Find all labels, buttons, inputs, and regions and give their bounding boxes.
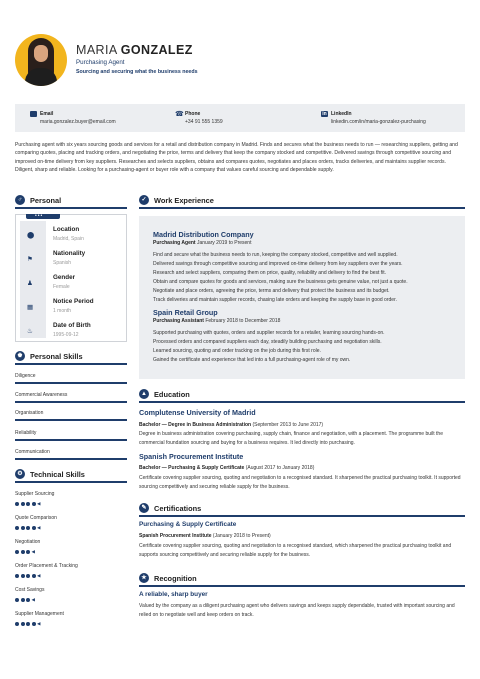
profile-photo — [15, 34, 67, 86]
rating-dot — [15, 574, 19, 578]
personal-skills-heading: ♚ Personal Skills — [15, 351, 83, 361]
skill-bar — [15, 458, 127, 460]
contact-bar — [15, 104, 465, 132]
personal-skills-divider — [15, 363, 127, 365]
personal-row: ♨ Date of Birth 1995-09-12 — [27, 322, 91, 338]
technical-skill-name: Supplier Management — [15, 611, 64, 617]
phone-link[interactable]: +34 91 555 1359 — [185, 119, 223, 125]
phone-icon: ☎ — [175, 111, 184, 118]
education-description: Certificate covering supplier sourcing, quoting and negotiation to a recognised standard. It sharpened the practical purchasing toolkit. It supported sourcing competitively and securing reliable supply for the business. — [139, 475, 461, 490]
rating-dot — [15, 526, 19, 530]
skill-bar — [15, 439, 127, 441]
rating-dot — [26, 550, 30, 554]
personal-row: ⚑ Nationality Spanish — [27, 250, 86, 266]
degree-line: Bachelor — Purchasing & Supply Certificate (August 2017 to January 2018) — [139, 465, 315, 471]
candidate-name: MARIA GONZALEZ — [76, 43, 193, 57]
job-bullet: Research and select suppliers, comparing them on price, quality, reliability and delivery to find the best fit. — [153, 270, 387, 276]
gear-icon: ⚙ — [15, 469, 25, 479]
skill-item: Organisation — [15, 410, 44, 416]
rating-dot — [15, 622, 19, 626]
job-bullet: Obtain and compare quotes for goods and services, making sure the business gets genuine value, not just a quote. — [153, 279, 408, 285]
job-bullet: Track deliveries and maintain supplier records, chasing late orders and keeping the supply base in good order. — [153, 297, 397, 303]
skills-icon: ♚ — [15, 351, 25, 361]
rating-dot — [21, 598, 25, 602]
certification-issuer: Spanish Procurement Institute (January 2018 to Present) — [139, 533, 271, 539]
envelope-icon — [30, 111, 37, 117]
skill-rating — [15, 526, 40, 530]
certification-title: Purchasing & Supply Certificate — [139, 521, 237, 528]
school-name: Spanish Procurement Institute — [139, 452, 244, 461]
work-experience-heading: ✓ Work Experience — [139, 195, 214, 205]
graduation-cap-icon: ▲ — [139, 389, 149, 399]
skill-bar — [15, 419, 127, 421]
tagline: Sourcing and securing what the business needs — [76, 69, 198, 75]
summary-paragraph: Purchasing agent with six years sourcing goods and services for a retail and distribution company in Madrid. Finds and secures what the business needs to run — researching suppliers, getting and comparing quotes, placing and tracking orders, and negotiating the price, terms and delivery that keep the company stocked and competitive. Delivered savings through competitive sourcing and improved on-time delivery from key suppliers. Researches and selects suppliers, obtains and compares quotes, negotiates and places orders, tracks deliveries, and maintains supplier records. Diligent, sharp and reliable. Looking for a purchasing-agent or buyer role with a company that values careful sourcing and dependable supply. — [15, 142, 458, 173]
rating-dot — [26, 622, 30, 626]
rating-marker-icon: ◀ — [31, 549, 35, 554]
cake-icon: ♨ — [27, 328, 33, 335]
technical-skills-divider — [15, 481, 127, 483]
rating-dot — [15, 502, 19, 506]
rating-dot — [26, 574, 30, 578]
certification-description: Certificate covering supplier sourcing, quoting and negotiation to a recognised standard, which sharpened the practical purchasing toolkit and supports sourcing competitively and securing reliable supply for the business. — [139, 543, 452, 558]
education-heading: ▲ Education — [139, 389, 190, 399]
rating-dot — [26, 502, 30, 506]
skill-rating — [15, 622, 40, 626]
job-bullet: Supported purchasing with quotes, orders and supplier records for a retailer, learning sourcing hands-on. — [153, 330, 385, 336]
technical-skills-heading: ⚙ Technical Skills — [15, 469, 85, 479]
personal-info-box: ••• ⬤ Location Madrid, Spain ⚑ Nationality Spanish ♟ Gender Female ▦ Notice Period 1 month ♨ Date of Birth 1995-09-12 — [15, 214, 127, 342]
job-bullet: Delivered savings through competitive sourcing and improved on-time delivery from key suppliers over the years. — [153, 261, 403, 267]
briefcase-icon: ✓ — [139, 195, 149, 205]
award-icon: ★ — [139, 573, 149, 583]
person-icon: ♟ — [27, 280, 33, 287]
skill-item: Commercial Awareness — [15, 392, 68, 398]
rating-marker-icon: ◀ — [37, 573, 41, 578]
degree-line: Bachelor — Degree in Business Administration (September 2013 to June 2017) — [139, 422, 324, 428]
technical-skill-name: Supplier Sourcing — [15, 491, 55, 497]
job-bullet: Find and secure what the business needs to run, keeping the company stocked, competitive and well supplied. — [153, 252, 398, 258]
contact-email: Email maria.gonzalez.buyer@email.com — [30, 111, 116, 125]
rating-dot — [21, 550, 25, 554]
contact-linkedin: in LinkedIn linkedin.com/in/maria-gonzalez-purchasing — [322, 111, 426, 125]
personal-row: ▦ Notice Period 1 month — [27, 298, 94, 314]
gender-icon: ♂ — [15, 195, 25, 205]
personal-heading: ♂ Personal — [15, 195, 61, 205]
linkedin-icon: in — [322, 111, 327, 117]
certifications-divider — [139, 515, 465, 517]
rating-marker-icon: ◀ — [37, 621, 41, 626]
job-role: Purchasing Assistant February 2018 to December 2018 — [153, 318, 281, 324]
flag-icon: ⚑ — [27, 256, 33, 263]
rating-dot — [21, 574, 25, 578]
rating-dot — [21, 622, 25, 626]
calendar-icon: ▦ — [27, 304, 34, 311]
rating-dot — [32, 526, 36, 530]
rating-marker-icon: ◀ — [37, 501, 41, 506]
rating-dot — [21, 526, 25, 530]
skill-item: Diligence — [15, 373, 36, 379]
rating-marker-icon: ◀ — [37, 525, 41, 530]
location-pin-icon: ⬤ — [27, 232, 35, 239]
personal-row: ⬤ Location Madrid, Spain — [27, 226, 84, 242]
skill-item: Reliability — [15, 430, 37, 436]
rating-dot — [32, 502, 36, 506]
technical-skill-name: Cost Savings — [15, 587, 45, 593]
education-divider — [139, 401, 465, 403]
rating-dot — [15, 598, 19, 602]
rating-dot — [32, 622, 36, 626]
recognition-heading: ★ Recognition — [139, 573, 197, 583]
skill-bar — [15, 401, 127, 403]
rating-dot — [26, 598, 30, 602]
company-name: Madrid Distribution Company — [153, 230, 254, 239]
rating-dot — [21, 502, 25, 506]
rating-dot — [32, 574, 36, 578]
job-bullet: Negotiate and place orders, agreeing the price, terms and delivery that protect the business and its budget. — [153, 288, 390, 294]
skill-bar — [15, 382, 127, 384]
technical-skill-name: Order Placement & Tracking — [15, 563, 78, 569]
job-bullet: Gained the certificate and experience that led into a full purchasing-agent role of my own. — [153, 357, 351, 363]
technical-skill-name: Negotiation — [15, 539, 41, 545]
rating-dot — [15, 550, 19, 554]
recognition-divider — [139, 585, 465, 587]
skill-rating — [15, 598, 35, 602]
rating-dot — [26, 526, 30, 530]
school-name: Complutense University of Madrid — [139, 408, 256, 417]
contact-phone: ☎ Phone +34 91 555 1359 — [175, 111, 223, 125]
work-experience-divider — [139, 207, 465, 209]
education-description: Degree in business administration covering purchasing, supply chain, finance and negotiation, with a placement. The programme built the commercial foundation sourcing and buying for a business requires. It led directly into purchasing. — [139, 431, 443, 446]
skill-rating — [15, 550, 35, 554]
skill-item: Communication — [15, 449, 50, 455]
email-link[interactable]: maria.gonzalez.buyer@email.com — [40, 119, 116, 125]
technical-skill-name: Quote Comparison — [15, 515, 57, 521]
linkedin-link[interactable]: linkedin.com/in/maria-gonzalez-purchasing — [331, 119, 426, 125]
recognition-title: A reliable, sharp buyer — [139, 591, 208, 598]
job-bullet: Learned sourcing, quoting and order tracking on the job during this first role. — [153, 348, 321, 354]
certifications-heading: ✎ Certifications — [139, 503, 201, 513]
personal-divider — [15, 207, 127, 209]
personal-row: ♟ Gender Female — [27, 274, 76, 290]
work-experience-panel — [139, 216, 465, 379]
rating-marker-icon: ◀ — [31, 597, 35, 602]
certificate-icon: ✎ — [139, 503, 149, 513]
skill-rating — [15, 502, 40, 506]
company-name: Spain Retail Group — [153, 308, 218, 317]
job-role: Purchasing Agent January 2019 to Present — [153, 240, 252, 246]
job-title: Purchasing Agent — [76, 59, 125, 66]
recognition-description: Valued by the company as a diligent purchasing agent who delivers savings and keeps supply dependable, trusted with important sourcing and relied on to negotiate well and keep orders on track. — [139, 603, 455, 618]
skill-rating — [15, 574, 40, 578]
job-bullet: Processed orders and compared suppliers each day, steadily building purchasing and negotiation skills. — [153, 339, 382, 345]
